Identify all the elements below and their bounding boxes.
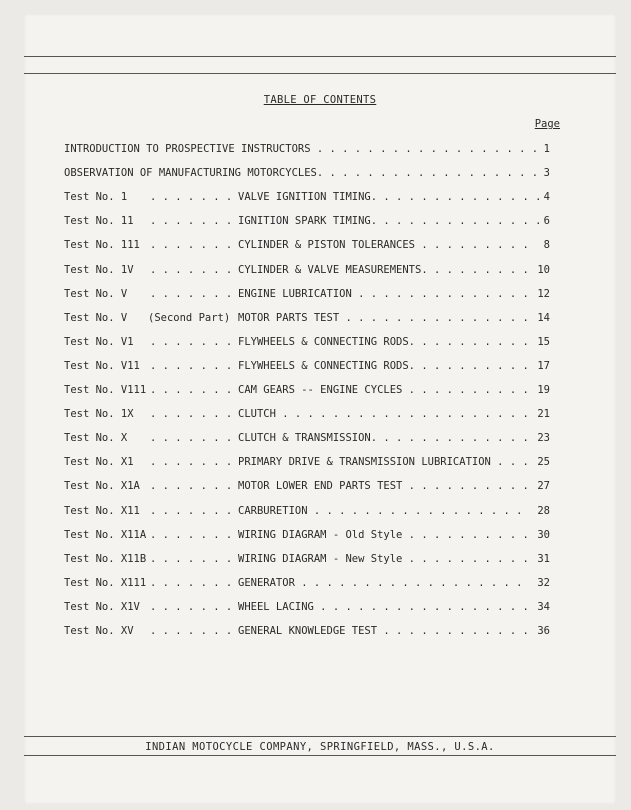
toc-page-number: 36 <box>537 625 550 637</box>
toc-test-number: Test No. X11A <box>64 529 147 541</box>
toc-row <box>64 287 560 301</box>
toc-entry-title: OBSERVATION OF MANUFACTURING MOTORCYCLES. . . . . . . . . . . . . . . . . . <box>64 167 539 179</box>
toc-row <box>64 383 560 397</box>
toc-entry-title: GENERATOR . . . . . . . . . . . . . . . . . . <box>238 577 523 589</box>
toc-test-number: Test No. V1 <box>64 336 134 348</box>
toc-leader: . . . . . . . <box>150 264 233 276</box>
toc-page-number: 23 <box>537 432 550 444</box>
toc-leader: . . . . . . . <box>150 384 233 396</box>
toc-entry-title: WIRING DIAGRAM - New Style . . . . . . . . . . <box>238 553 529 565</box>
page-title: TABLE OF CONTENTS <box>263 94 377 106</box>
toc-test-number: Test No. X111 <box>64 577 147 589</box>
toc-page-number: 15 <box>537 336 550 348</box>
toc-row <box>64 600 560 614</box>
toc-leader: . . . . . . . <box>150 625 233 637</box>
toc-leader: . . . . . . . <box>150 577 233 589</box>
toc-entry-title: CYLINDER & PISTON TOLERANCES . . . . . . . . . <box>238 239 529 251</box>
toc-page-number: 21 <box>537 408 550 420</box>
toc-row <box>64 190 560 204</box>
toc-page-number: 27 <box>537 480 550 492</box>
toc-page-number: 17 <box>537 360 550 372</box>
toc-leader: . . . . . . . <box>150 480 233 492</box>
toc-leader: . . . . . . . <box>150 408 233 420</box>
toc-row <box>64 528 560 542</box>
toc-test-number: Test No. V <box>64 312 128 324</box>
toc-test-number: Test No. 111 <box>64 239 140 251</box>
toc-page-number: 10 <box>537 264 550 276</box>
toc-test-number: Test No. X1A <box>64 480 140 492</box>
toc-leader: (Second Part) <box>148 312 231 324</box>
toc-entry-title: IGNITION SPARK TIMING. . . . . . . . . . . . . . <box>238 215 542 227</box>
toc-row <box>64 311 560 325</box>
toc-leader: . . . . . . . <box>150 191 233 203</box>
top-rule-2 <box>24 73 616 74</box>
toc-row <box>64 576 560 590</box>
toc-leader: . . . . . . . <box>150 553 233 565</box>
toc-page-number: 4 <box>543 191 550 203</box>
toc-entry-title: INTRODUCTION TO PROSPECTIVE INSTRUCTORS . . . . . . . . . . . . . . . . . . <box>64 143 539 155</box>
toc-test-number: Test No. V <box>64 288 128 300</box>
toc-row <box>64 431 560 445</box>
toc-page-number: 25 <box>537 456 550 468</box>
toc-entry-title: CYLINDER & VALVE MEASUREMENTS. . . . . . . . . <box>238 264 529 276</box>
footer-text: INDIAN MOTOCYCLE COMPANY, SPRINGFIELD, MASS., U.S.A. <box>145 741 495 753</box>
toc-page-number: 34 <box>537 601 550 613</box>
toc-entry-title: CLUTCH & TRANSMISSION. . . . . . . . . . . . . <box>238 432 529 444</box>
toc-test-number: Test No. 1X <box>64 408 134 420</box>
top-rule-1 <box>24 56 616 57</box>
toc-entry-title: WHEEL LACING . . . . . . . . . . . . . . . . . <box>238 601 529 613</box>
toc-row <box>64 214 560 228</box>
toc-row <box>64 479 560 493</box>
toc-page-number: 6 <box>543 215 550 227</box>
bottom-rule-1 <box>24 736 616 737</box>
toc-entry-title: WIRING DIAGRAM - Old Style . . . . . . . . . . <box>238 529 529 541</box>
toc-page-number: 1 <box>543 143 550 155</box>
document-page <box>24 14 616 804</box>
toc-page-number: 8 <box>543 239 550 251</box>
toc-page-number: 30 <box>537 529 550 541</box>
toc-row <box>64 263 560 277</box>
toc-page-number: 12 <box>537 288 550 300</box>
toc-row <box>64 455 560 469</box>
toc-test-number: Test No. X1V <box>64 601 140 613</box>
toc-leader: . . . . . . . <box>150 432 233 444</box>
toc-leader: . . . . . . . <box>150 360 233 372</box>
toc-entry-title: ENGINE LUBRICATION . . . . . . . . . . . . . . <box>238 288 529 300</box>
toc-entry-title: VALVE IGNITION TIMING. . . . . . . . . . . . . . <box>238 191 542 203</box>
toc-page-number: 14 <box>537 312 550 324</box>
toc-row <box>64 552 560 566</box>
toc-leader: . . . . . . . <box>150 529 233 541</box>
toc-page-number: 32 <box>537 577 550 589</box>
toc-test-number: Test No. 11 <box>64 215 134 227</box>
toc-row <box>64 335 560 349</box>
toc-test-number: Test No. X11 <box>64 505 140 517</box>
bottom-rule-2 <box>24 755 616 756</box>
toc-test-number: Test No. X1 <box>64 456 134 468</box>
toc-test-number: Test No. X11B <box>64 553 147 565</box>
toc-test-number: Test No. XV <box>64 625 134 637</box>
toc-page-number: 31 <box>537 553 550 565</box>
toc-test-number: Test No. V111 <box>64 384 147 396</box>
toc-row <box>64 238 560 252</box>
toc-test-number: Test No. 1V <box>64 264 134 276</box>
toc-leader: . . . . . . . <box>150 215 233 227</box>
toc-row <box>64 624 560 638</box>
toc-entry-title: MOTOR LOWER END PARTS TEST . . . . . . . . . . <box>238 480 529 492</box>
toc-leader: . . . . . . . <box>150 456 233 468</box>
toc-entry-title: FLYWHEELS & CONNECTING RODS. . . . . . . . . . <box>238 336 529 348</box>
toc-leader: . . . . . . . <box>150 601 233 613</box>
toc-row <box>64 359 560 373</box>
toc-leader: . . . . . . . <box>150 505 233 517</box>
toc-row <box>64 142 560 156</box>
toc-row <box>64 166 560 180</box>
toc-page-number: 19 <box>537 384 550 396</box>
toc-row <box>64 407 560 421</box>
toc-entry-title: CAM GEARS -- ENGINE CYCLES . . . . . . . . . . <box>238 384 529 396</box>
toc-page-number: 28 <box>537 505 550 517</box>
toc-leader: . . . . . . . <box>150 288 233 300</box>
toc-entry-title: CLUTCH . . . . . . . . . . . . . . . . . . . . <box>238 408 529 420</box>
toc-entry-title: PRIMARY DRIVE & TRANSMISSION LUBRICATION . . . <box>238 456 529 468</box>
toc-entry-title: GENERAL KNOWLEDGE TEST . . . . . . . . . . . . <box>238 625 529 637</box>
toc-test-number: Test No. X <box>64 432 128 444</box>
toc-test-number: Test No. 1 <box>64 191 128 203</box>
toc-entry-title: FLYWHEELS & CONNECTING RODS. . . . . . . . . . <box>238 360 529 372</box>
toc-row <box>64 504 560 518</box>
toc-page-number: 3 <box>543 167 550 179</box>
page-column-header: Page <box>534 118 560 130</box>
toc-entry-title: MOTOR PARTS TEST . . . . . . . . . . . . . . . <box>238 312 529 324</box>
toc-leader: . . . . . . . <box>150 239 233 251</box>
toc-entry-title: CARBURETION . . . . . . . . . . . . . . . . . <box>238 505 523 517</box>
toc-test-number: Test No. V11 <box>64 360 140 372</box>
toc-leader: . . . . . . . <box>150 336 233 348</box>
